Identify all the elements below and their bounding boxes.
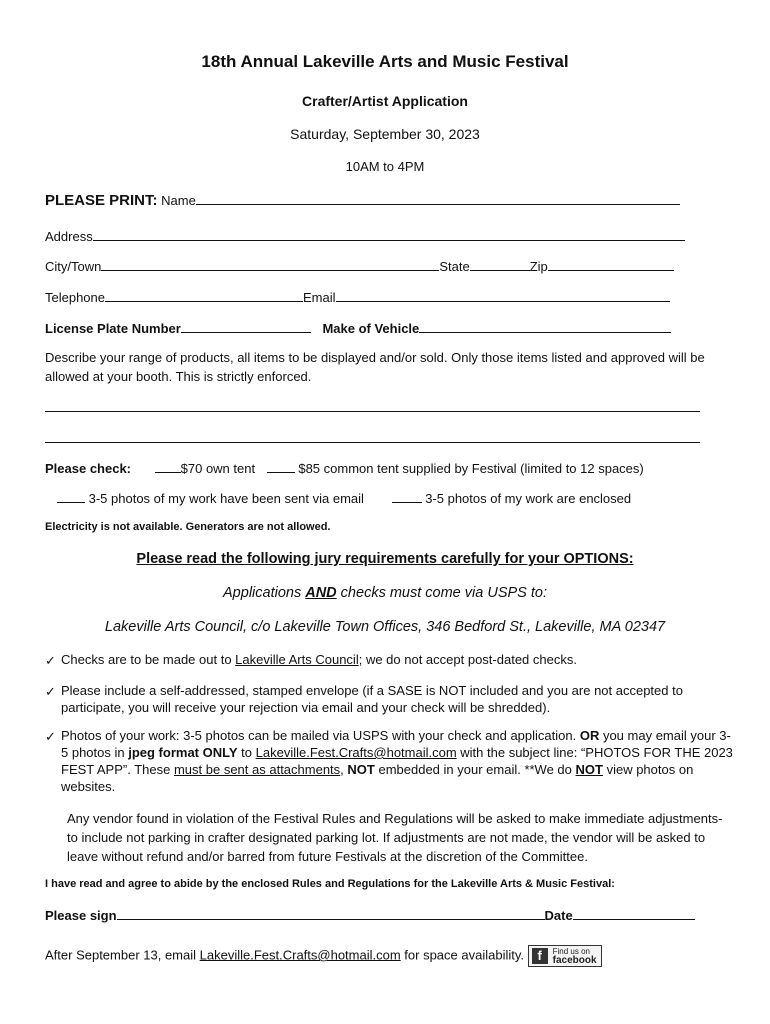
- photos-enclosed-checkbox[interactable]: [392, 490, 422, 503]
- fb-big-text: facebook: [552, 955, 597, 966]
- b3-or: OR: [579, 728, 600, 743]
- mailing-address: Lakeville Arts Council, c/o Lakeville Town Offices, 346 Bedford St., Lakeville, MA 02347: [104, 619, 666, 635]
- checkmark-icon: ✓: [45, 653, 56, 668]
- telephone-label: Telephone: [45, 290, 105, 305]
- email-label: Email: [303, 290, 336, 305]
- agreement-statement: I have read and agree to abide by the enclosed Rules and Regulations for the Lakeville Arts & Music Festival:: [45, 878, 615, 890]
- fb-small-text: Find us on: [552, 947, 590, 956]
- footer-pre: After September 13, email: [45, 947, 200, 963]
- license-field[interactable]: [181, 320, 311, 333]
- b3-f: embedded in your email. **We do: [374, 762, 576, 777]
- b3-not2: NOT: [575, 762, 603, 777]
- footer-post: for space availability.: [400, 947, 525, 963]
- name-field[interactable]: [196, 192, 680, 205]
- email-field[interactable]: [336, 289, 670, 302]
- signature-field[interactable]: [117, 907, 545, 920]
- name-label: Name: [161, 193, 196, 208]
- b1-post: ; we do not accept post-dated checks.: [358, 652, 577, 667]
- page-subtitle: Crafter/Artist Application: [302, 93, 468, 109]
- b3-not: NOT: [347, 762, 375, 777]
- b3-c: to: [237, 745, 256, 760]
- please-check-label: Please check:: [45, 461, 132, 476]
- photos-email-checkbox[interactable]: [57, 490, 85, 503]
- b3-jpeg: jpeg format ONLY: [128, 745, 238, 760]
- b2-text: Please include a self-addressed, stamped envelope (if a SASE is NOT included and you are not accepted to participate, you will receive your rejection via email and your check will be shredded).: [61, 683, 683, 715]
- applications-pre: Applications: [223, 585, 306, 601]
- sign-label: Please sign: [45, 908, 117, 923]
- products-line-1[interactable]: [45, 411, 700, 412]
- facebook-badge[interactable]: [528, 945, 602, 967]
- address-row: [45, 228, 685, 244]
- telephone-field[interactable]: [105, 289, 303, 302]
- bullet-checks: [45, 651, 735, 668]
- photos-email-link[interactable]: Lakeville.Fest.Crafts@hotmail.com: [255, 745, 457, 760]
- checkmark-icon: ✓: [45, 729, 56, 744]
- payee-name: Lakeville Arts Council: [235, 652, 359, 667]
- b3-d: with the subject line: “PHOTOS FOR THE 2023 FEST APP”. These: [61, 745, 733, 777]
- zip-field[interactable]: [548, 258, 674, 271]
- city-row: [45, 258, 674, 274]
- b3-e: ,: [340, 762, 348, 777]
- applications-line: [0, 585, 770, 601]
- state-label: State: [439, 259, 470, 274]
- checkmark-icon: ✓: [45, 684, 56, 699]
- products-line-2[interactable]: [45, 442, 700, 443]
- common-tent-checkbox[interactable]: [267, 460, 295, 473]
- date-label: Date: [544, 908, 573, 923]
- facebook-icon: f: [532, 948, 548, 964]
- vehicle-label: Make of Vehicle: [322, 321, 420, 336]
- applications-and: AND: [305, 585, 337, 601]
- telephone-row: [45, 289, 670, 305]
- name-row: [45, 192, 680, 209]
- event-date: Saturday, September 30, 2023: [290, 126, 480, 142]
- signature-row: [45, 907, 695, 923]
- common-tent-label: $85 common tent supplied by Festival (limited to 12 spaces): [298, 461, 644, 476]
- photos-email-label: 3-5 photos of my work have been sent via email: [88, 491, 364, 506]
- applications-post: checks must come via USPS to:: [336, 585, 547, 601]
- address-field[interactable]: [93, 228, 685, 241]
- b1-pre: Checks are to be made out to: [61, 652, 236, 667]
- b3-g: view photos on websites.: [61, 762, 694, 794]
- b3-a: Photos of your work: 3-5 photos can be mailed via USPS with your check and application.: [61, 728, 580, 743]
- state-field[interactable]: [470, 258, 530, 271]
- bullet-sase: [45, 682, 735, 716]
- page-title: 18th Annual Lakeville Arts and Music Festival: [201, 52, 569, 71]
- license-row: [45, 320, 671, 336]
- b3-b: you may email your 3-5 photos in: [61, 728, 731, 760]
- photos-enclosed-label: 3-5 photos of my work are enclosed: [425, 491, 632, 506]
- address-label: Address: [45, 229, 93, 244]
- b3-attach: must be sent as attachments: [173, 762, 341, 777]
- footer-line: [45, 945, 602, 967]
- check-row-1: [45, 460, 644, 476]
- electricity-notice: Electricity is not available. Generators are not allowed.: [45, 521, 331, 533]
- event-time: 10AM to 4PM: [345, 159, 425, 174]
- zip-label: Zip: [529, 259, 548, 274]
- license-label: License Plate Number: [45, 321, 181, 336]
- describe-instructions: Describe your range of products, all items to be displayed and/or sold. Only those items listed and approved will be allowed at your booth. This is strictly enforced.: [45, 350, 705, 384]
- vehicle-field[interactable]: [419, 320, 671, 333]
- city-field[interactable]: [101, 258, 439, 271]
- check-row-2: [57, 490, 631, 506]
- own-tent-checkbox[interactable]: [155, 460, 181, 473]
- please-print-label: PLEASE PRINT:: [45, 192, 158, 209]
- bullet-photos: [45, 727, 735, 795]
- city-label: City/Town: [45, 259, 102, 274]
- date-field[interactable]: [573, 907, 695, 920]
- footer-email-link[interactable]: Lakeville.Fest.Crafts@hotmail.com: [199, 947, 401, 963]
- own-tent-label: $70 own tent: [180, 461, 256, 476]
- facebook-badge-text: [553, 947, 597, 965]
- violation-notice: Any vendor found in violation of the Festival Rules and Regulations will be asked to make immediate adjustments- to include not parking in crafter designated parking lot. If adjustments are not made, the vendor will be asked to leave without refund and/or barred from future Festivals at the discretion of the Committee.: [67, 811, 723, 864]
- jury-heading: Please read the following jury requirements carefully for your OPTIONS:: [136, 551, 634, 567]
